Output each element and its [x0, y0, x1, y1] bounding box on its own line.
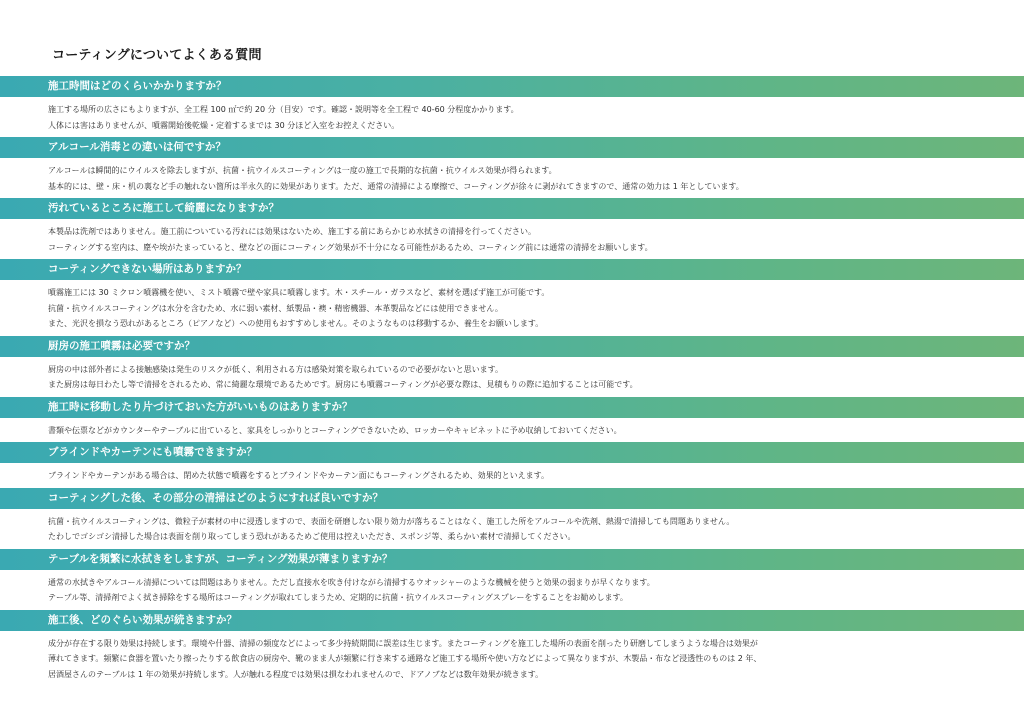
faq-answer-line: ブラインドやカーテンがある場合は、閉めた状態で噴霧をするとブラインドやカーテン面にもコーティングされるため、効果的といえます。	[48, 471, 549, 480]
faq-item	[0, 442, 1024, 488]
faq-item	[0, 336, 1024, 397]
faq-answer-line: また、光沢を損なう恐れがあるところ（ピアノなど）への使用もおすすめしません。そのようなものは移動するか、養生をお願いします。	[48, 319, 544, 328]
faq-item	[0, 488, 1024, 549]
faq-item	[0, 198, 1024, 259]
faq-answer-line: また厨房は毎日わたし等で清掃をされるため、常に綺麗な環境であるためです。厨房にも噴霧コーティングが必要な際は、見積もりの際に追加することは可能です。	[48, 380, 638, 389]
faq-answer	[0, 357, 1024, 397]
faq-answer-line: 基本的には、壁・床・机の裏など手の触れない箇所は半永久的に効果があります。ただ、通常の清掃による摩擦で、コーティングが徐々に剥がれてきますので、通常の効力は 1 年としています。	[48, 181, 744, 191]
faq-answer-line: テーブル等、清掃剤でよく拭き掃除をする場所はコーティングが取れてしまうため、定期的に抗菌・抗ウイルスコーティングスプレーをすることをお勧めします。	[48, 593, 628, 602]
faq-answer-line: 施工する場所の広さにもよりますが、全工程 100 ㎡で約 20 分（目安）です。確認・説明等を全工程で 40-60 分程度かかります。	[48, 105, 519, 114]
faq-answer	[0, 158, 1024, 198]
faq-item	[0, 610, 1024, 687]
faq-question-bar: コーティングできない場所はありますか？	[0, 259, 1024, 280]
faq-answer-line: 本製品は洗剤ではありません。施工前についている汚れには効果はないため、施工する前にあらかじめ水拭きの清掃を行ってください。	[48, 227, 536, 236]
faq-answer	[0, 509, 1024, 549]
faq-answer	[0, 280, 1024, 336]
faq-answer-line: アルコールは瞬間的にウイルスを除去しますが、抗菌・抗ウイルスコーティングは一度の施工で長期的な抗菌・抗ウイルス効果が得られます。	[48, 166, 557, 175]
faq-question-bar: ブラインドやカーテンにも噴霧できますか？	[0, 442, 1024, 463]
faq-answer-line: 成分が存在する限り効果は持続します。環境や什器、清掃の頻度などによって多少持続期間に誤差は生じます。またコーティングを施工した場所の表面を削ったり研磨してしまうような場合は効果が	[48, 638, 758, 648]
faq-answer	[0, 570, 1024, 610]
faq-item	[0, 397, 1024, 443]
page-title: コーティングについてよくある質問	[52, 48, 262, 63]
faq-question-bar: テーブルを頻繁に水拭きをしますが、コーティング効果が薄まりますか？	[0, 549, 1024, 570]
faq-answer-line: たわしでゴシゴシ清掃した場合は表面を削り取ってしまう恐れがあるためご使用は控えいただき、スポンジ等、柔らかい素材で清掃してください。	[48, 532, 576, 541]
faq-question-bar: 厨房の施工噴霧は必要ですか？	[0, 336, 1024, 357]
faq-question-bar: 施工時に移動したり片づけておいた方がいいものはありますか？	[0, 397, 1024, 418]
faq-answer	[0, 631, 1024, 687]
faq-answer-line: 抗菌・抗ウイルスコーティングは水分を含むため、水に弱い素材、紙製品・襖・精密機器、本革製品などには使用できません。	[48, 303, 503, 313]
faq-answer	[0, 219, 1024, 259]
faq-item	[0, 259, 1024, 336]
faq-answer-line: 通常の水拭きやアルコール清掃については問題はありません。ただし直接水を吹き付けながら清掃するウオッシャーのような機械を使うと効果の弱まりが早くなります。	[48, 577, 655, 587]
faq-answer	[0, 97, 1024, 137]
faq-answer-line: 抗菌・抗ウイルスコーティングは、微粒子が素材の中に浸透しますので、表面を研磨しない限り効力が落ちることはなく、施工した所をアルコールや洗剤、熱湯で清掃しても問題ありません。	[48, 516, 735, 526]
faq-item	[0, 137, 1024, 198]
faq-answer-line: 厨房の中は部外者による接触感染は発生のリスクが低く、利用される方は感染対策を取られているので必要がないと思います。	[48, 364, 504, 374]
faq-answer-line: コーティングする室内は、塵や埃がたまっていると、壁などの面にコーティング効果が不十分になる可能性があるため、コーティング前には通常の清掃をお願いします。	[48, 242, 653, 252]
faq-answer-line: 人体には害はありませんが、噴霧開始後乾燥・定着するまでは 30 分ほど入室をお控えください。	[48, 120, 400, 130]
faq-question-bar: コーティングした後、その部分の清掃はどのようにすれば良いですか？	[0, 488, 1024, 509]
faq-answer	[0, 418, 1024, 443]
faq-list	[0, 76, 1024, 686]
faq-question-bar: 汚れているところに施工して綺麗になりますか？	[0, 198, 1024, 219]
faq-question-bar: 施工後、どのぐらい効果が続きますか？	[0, 610, 1024, 631]
faq-item	[0, 76, 1024, 137]
faq-answer-line: 噴霧施工には 30 ミクロン噴霧機を使い、ミスト噴霧で壁や家具に噴霧します。木・スチール・ガラスなど、素材を選ばず施工が可能です。	[48, 288, 550, 297]
faq-question-bar: アルコール消毒との違いは何ですか？	[0, 137, 1024, 158]
faq-item	[0, 549, 1024, 610]
faq-answer-line: 居酒屋さんのテーブルは 1 年の効果が持続します。人が触れる程度では効果は損なわれませんので、ドアノブなどは数年効果が続きます。	[48, 669, 544, 679]
faq-answer-line: 薄れてきます。頻繁に食器を置いたり擦ったりする飲食店の厨房や、靴のまま人が頻繁に行き来する通路など施工する場所や使い方などによって異なりますが、木製品・布など浸透性のものは 2 年、	[48, 654, 762, 663]
faq-answer-line: 書類や伝票などがカウンターやテーブルに出ていると、家具をしっかりとコーティングできないため、ロッカーやキャビネットに予め収納しておいてください。	[48, 425, 622, 435]
faq-question-bar: 施工時間はどのくらいかかりますか？	[0, 76, 1024, 97]
faq-answer	[0, 463, 1024, 488]
